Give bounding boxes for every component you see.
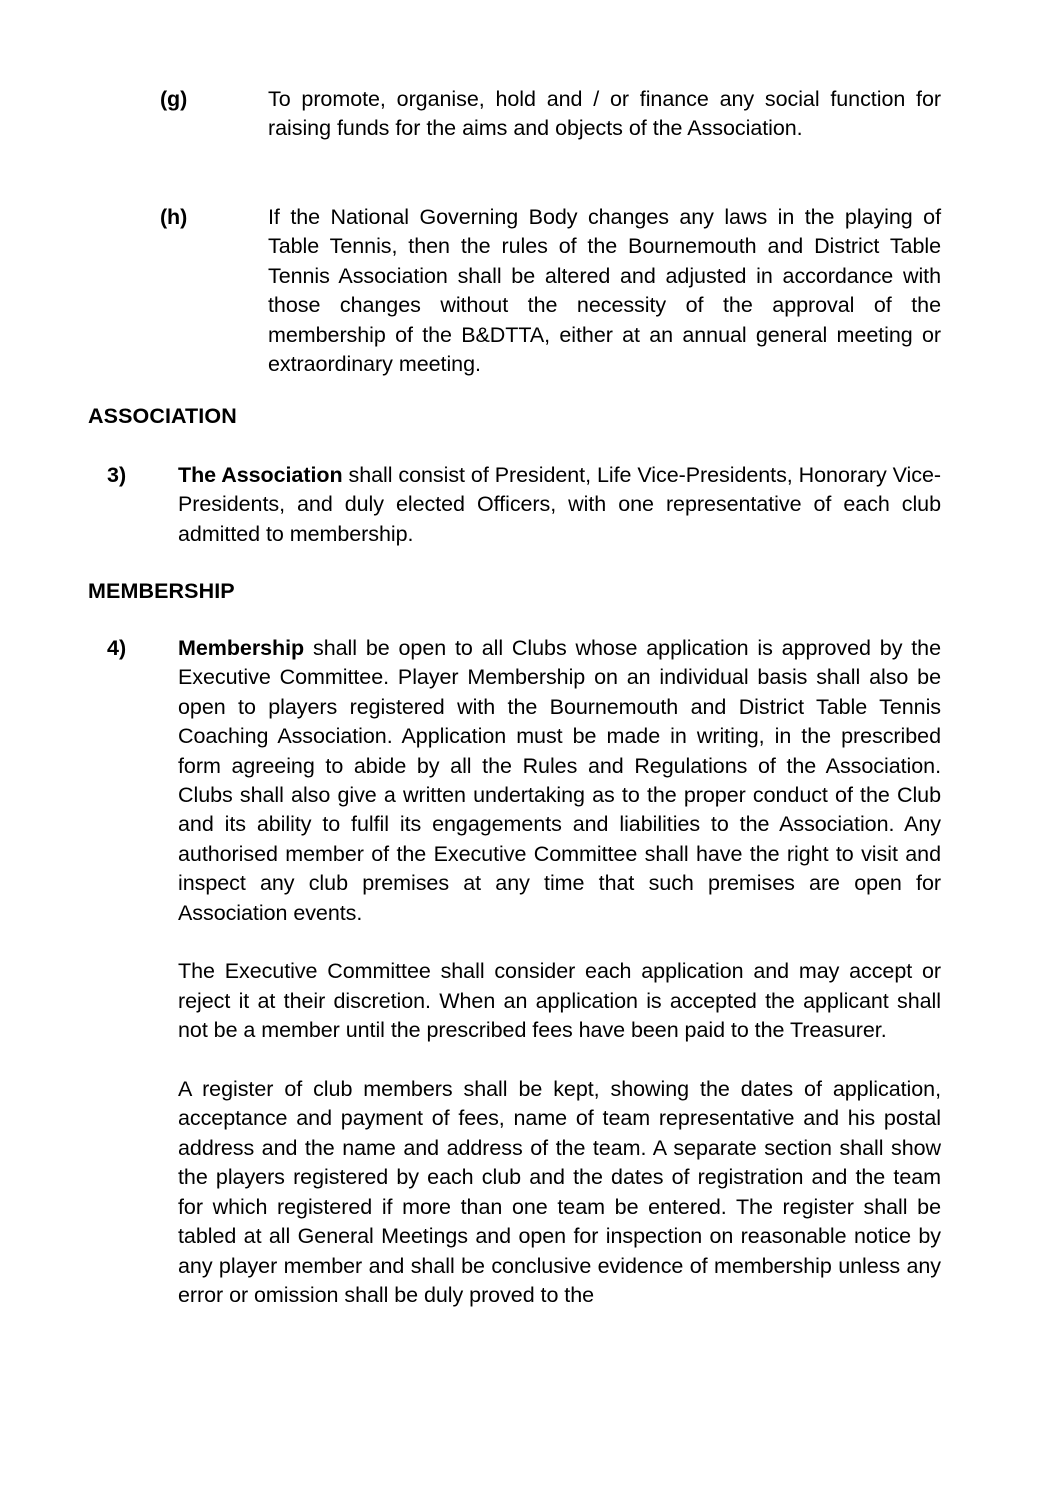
numbered-item-3-body <box>178 461 941 549</box>
clause-g-body <box>268 85 941 144</box>
numbered-item-4-marker: 4) <box>107 636 127 660</box>
clause-g-marker: (g) <box>160 87 188 111</box>
section-heading-membership: MEMBERSHIP <box>88 579 235 603</box>
numbered-item-4-paragraph-2: The Executive Committee shall consider each application and may accept or reject it at their discretion. When an application is accepted the applicant shall not be a member until the prescribed fees have been paid to the Treasurer. <box>178 959 941 1043</box>
numbered-item-3-marker: 3) <box>107 463 127 487</box>
numbered-item-4-paragraph-3: A register of club members shall be kept, showing the dates of application, acceptance and payment of fees, name of team representative and his postal address and the name and address of the team. A separate section shall show the players registered by each club and the dates of registration and the team for which registered if more than one team be entered. The register shall be tabled at all General Meetings and open for inspection on reasonable notice by any player member and shall be conclusive evidence of membership unless any error or omission shall be duly proved to the <box>178 1077 941 1307</box>
numbered-item-4-lead: Membership <box>178 636 305 660</box>
clause-g-text: To promote, organise, hold and / or finance any social function for raising funds for the aims and objects of the Association. <box>268 87 941 141</box>
numbered-item-4-body <box>178 634 941 1310</box>
clause-g <box>160 85 941 144</box>
clause-h-body <box>268 203 941 379</box>
numbered-item-3-paragraph <box>178 461 941 549</box>
numbered-item-3-text: shall consist of President, Life Vice-Presidents, Honorary Vice-Presidents, and duly elected Officers, with one representative of each club admitted to membership. <box>178 463 941 546</box>
numbered-item-3-lead: The Association <box>178 463 343 487</box>
section-heading-association: ASSOCIATION <box>88 404 237 428</box>
numbered-item-4-paragraph-1 <box>178 634 941 928</box>
clause-h-text: If the National Governing Body changes any laws in the playing of Table Tennis, then the rules of the Bournemouth and District Table Tennis Association shall be altered and adjusted in accordance with those changes without the necessity of the approval of the membership of the B&DTTA, either at an annual general meeting or extraordinary meeting. <box>268 205 941 377</box>
clause-h <box>160 203 941 379</box>
clause-h-marker: (h) <box>160 205 188 229</box>
numbered-item-4-text-1: shall be open to all Clubs whose application is approved by the Executive Committee. Player Membership on an individual basis shall also be open to players registered with the Bournemouth and District Table Tennis Coaching Association. Application must be made in writing, in the prescribed form agreeing to abide by all the Rules and Regulations of the Association. Clubs shall also give a written undertaking as to the proper conduct of the Club and its ability to fulfil its engagements and liabilities to the Association. Any authorised member of the Executive Committee shall have the right to visit and inspect any club premises at any time that such premises are open for Association events. <box>178 636 941 925</box>
numbered-item-4 <box>107 634 941 1310</box>
numbered-item-3 <box>107 461 941 549</box>
